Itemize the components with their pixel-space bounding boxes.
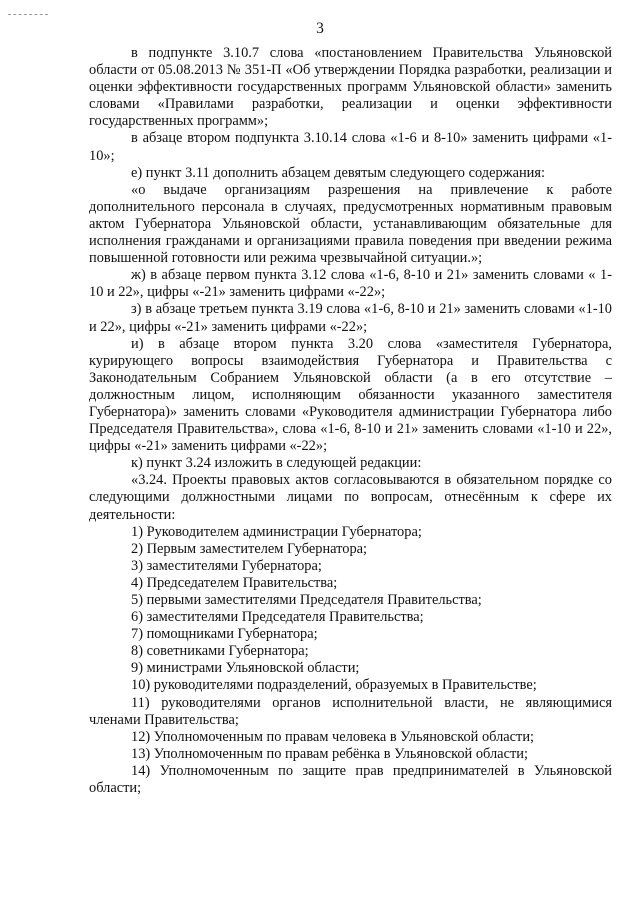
- paragraph: и) в абзаце втором пункта 3.20 слова «заместителя Губернатора, курирующего вопросы взаимодействия Губернатора и Правительства с Законодательным Собранием Ульяновской области (а в его отсутствие – должностным лицом, исполняющим обязанности указанного заместителя Губернатора)» заменить словами «Руководителя администрации Губернатора либо Председателя Правительства», слова «1-6, 8-10 и 21» заменить словами «1-10 и 22», цифры «-21» заменить цифрами «-22»;: [89, 335, 612, 455]
- scan-corner-mark: [8, 14, 48, 15]
- list-item: 12) Уполномоченным по правам человека в Ульяновской области;: [131, 728, 535, 745]
- paragraph: в подпункте 3.10.7 слова «постановлением Правительства Ульяновской области от 05.08.2013 № 351-П «Об утверждении Порядка разработки, реализации и оценки эффективности государственных программ Ульяновской области» заменить словами «Правилами разработки, реализации и оценки эффективности государственных программ»;: [89, 45, 612, 130]
- paragraph: «3.24. Проекты правовых актов согласовываются в обязательном порядке со следующими должностными лицами по вопросам, отнесённым к сфере их деятельности:: [89, 472, 612, 523]
- page-number: 3: [316, 20, 324, 37]
- paragraph: е) пункт 3.11 дополнить абзацем девятым следующего содержания:: [131, 164, 545, 181]
- list-item: 4) Председателем Правительства;: [131, 574, 338, 591]
- list-item: 13) Уполномоченным по правам ребёнка в Ульяновской области;: [131, 745, 528, 762]
- list-item: 6) заместителями Председателя Правительства;: [131, 609, 424, 626]
- paragraph: «о выдаче организациям разрешения на привлечение к работе дополнительного персонала в случаях, предусмотренных нормативным правовым актом Губернатора Ульяновской области, устанавливающим обязательные для исполнения гражданами и организациями правила поведения при введении режима повышенной готовности или режима чрезвычайной ситуации.»;: [89, 181, 612, 267]
- list-item: 2) Первым заместителем Губернатора;: [131, 540, 368, 557]
- list-item: 14) Уполномоченным по защите прав предпринимателей в Ульяновской области;: [89, 762, 612, 797]
- list-item: 1) Руководителем администрации Губернатора;: [131, 523, 422, 540]
- list-item: 9) министрами Ульяновской области;: [131, 660, 360, 677]
- list-item: 8) советниками Губернатора;: [131, 643, 309, 660]
- list-item: 10) руководителями подразделений, образуемых в Правительстве;: [131, 677, 537, 694]
- paragraph: к) пункт 3.24 изложить в следующей редакции:: [131, 455, 422, 472]
- list-item: 5) первыми заместителями Председателя Правительства;: [131, 592, 482, 608]
- list-item: 11) руководителями органов исполнительной власти, не являющимися членами Правительства;: [89, 694, 612, 728]
- paragraph: в абзаце втором подпункта 3.10.14 слова «1-6 и 8-10» заменить цифрами «1-10»;: [89, 130, 612, 164]
- list-item: 3) заместителями Губернатора;: [131, 557, 322, 574]
- paragraph: ж) в абзаце первом пункта 3.12 слова «1-6, 8-10 и 21» заменить словами « 1-10 и 22», цифры «-21» заменить цифрами «-22»;: [89, 267, 612, 301]
- paragraph: з) в абзаце третьем пункта 3.19 слова «1-6, 8-10 и 21» заменить словами «1-10 и 22», цифры «-21» заменить цифрами «-22»;: [89, 301, 612, 335]
- list-item: 7) помощниками Губернатора;: [131, 626, 318, 643]
- document-body: [89, 45, 612, 797]
